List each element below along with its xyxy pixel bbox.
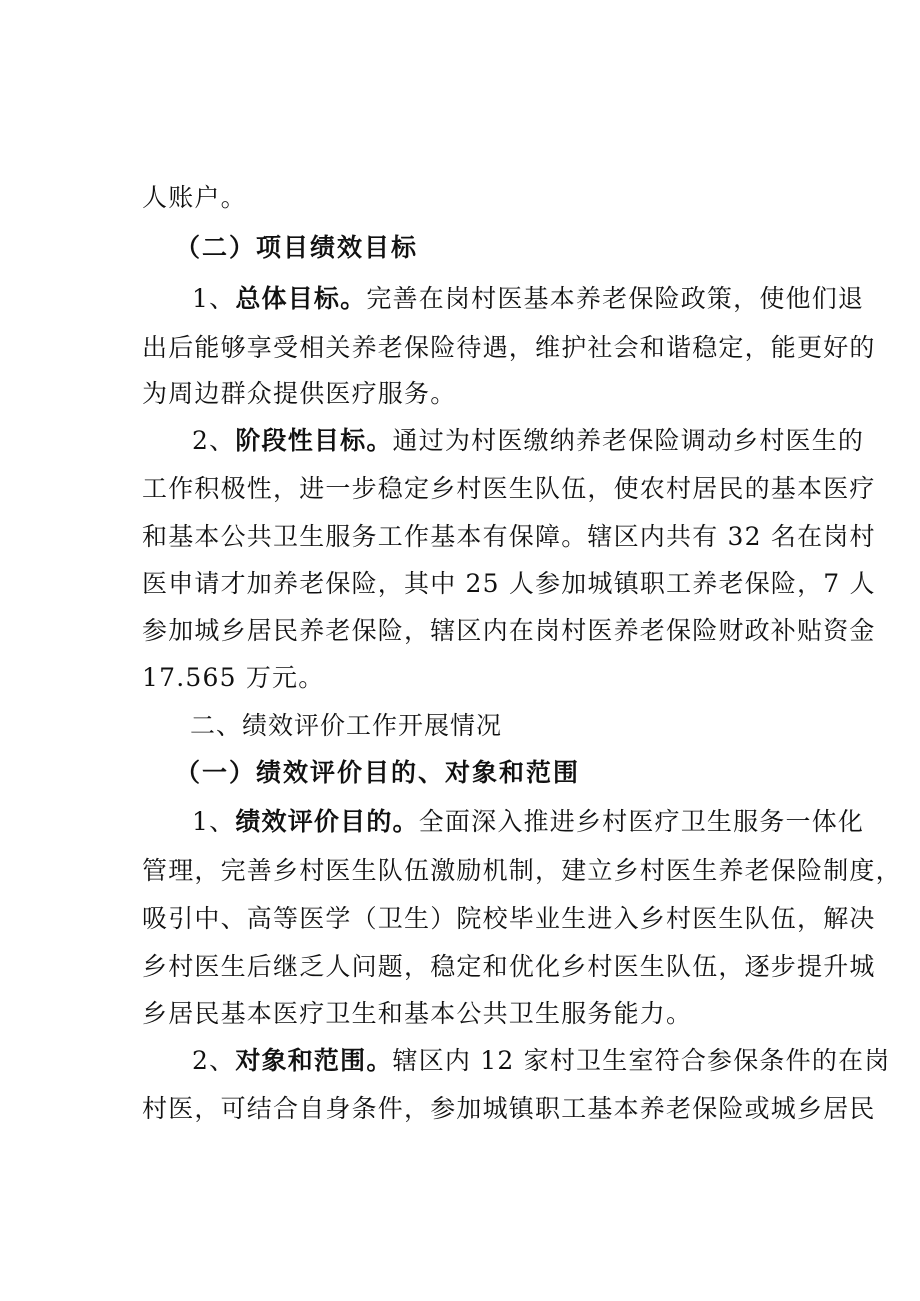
paragraph-text: 完善在岗村医基本养老保险政策，使他们退 <box>366 284 865 313</box>
paragraph-number: 1、 <box>192 284 236 313</box>
paragraph-first-line <box>142 804 865 840</box>
paragraph-number: 1、 <box>192 807 236 836</box>
paragraph-title: 对象和范围。 <box>235 1046 393 1075</box>
text-line: 村医，可结合自身条件，参加城镇职工基本养老保险或城乡居民 <box>142 1094 876 1123</box>
text-line: 乡居民基本医疗卫生和基本公共卫生服务能力。 <box>142 999 693 1028</box>
text-line: 管理，完善乡村医生队伍激励机制，建立乡村医生养老保险制度， <box>142 856 902 885</box>
section-heading: （一）绩效评价目的、对象和范围 <box>175 758 581 787</box>
text-line: 吸引中、高等医学（卫生）院校毕业生进入乡村医生队伍，解决 <box>142 904 876 933</box>
paragraph-number: 2、 <box>192 1046 236 1075</box>
paragraph-first-line <box>142 281 865 317</box>
chapter-heading: 二、绩效评价工作开展情况 <box>190 711 503 740</box>
paragraph-title: 绩效评价目的。 <box>235 807 419 836</box>
paragraph-text: 全面深入推进乡村医疗卫生服务一体化 <box>418 807 865 836</box>
paragraph-first-line <box>142 423 865 459</box>
text-line: 出后能够享受相关养老保险待遇，维护社会和谐稳定，能更好的 <box>142 333 876 362</box>
text-line: 工作积极性，进一步稳定乡村医生队伍，使农村居民的基本医疗 <box>142 474 876 503</box>
text-line: 为周边群众提供医疗服务。 <box>142 379 457 408</box>
paragraph-number: 2、 <box>192 426 236 455</box>
paragraph-text: 辖区内 12 家村卫生室符合参保条件的在岗 <box>392 1046 891 1075</box>
text-line: 医申请才加养老保险，其中 25 人参加城镇职工养老保险，7 人 <box>142 569 876 598</box>
paragraph-text: 通过为村医缴纳养老保险调动乡村医生的 <box>392 426 865 455</box>
paragraph-first-line <box>142 1043 891 1079</box>
paragraph-title: 总体目标。 <box>235 284 367 313</box>
text-line: 和基本公共卫生服务工作基本有保障。辖区内共有 32 名在岗村 <box>142 522 876 551</box>
paragraph-title: 阶段性目标。 <box>235 426 393 455</box>
text-line: 人账户。 <box>142 183 247 212</box>
text-line: 参加城乡居民养老保险，辖区内在岗村医养老保险财政补贴资金 <box>142 616 876 645</box>
section-heading: （二）项目绩效目标 <box>175 233 419 262</box>
text-line: 乡村医生后继乏人问题，稳定和优化乡村医生队伍，逐步提升城 <box>142 952 876 981</box>
text-line: 17.565 万元。 <box>142 663 325 692</box>
